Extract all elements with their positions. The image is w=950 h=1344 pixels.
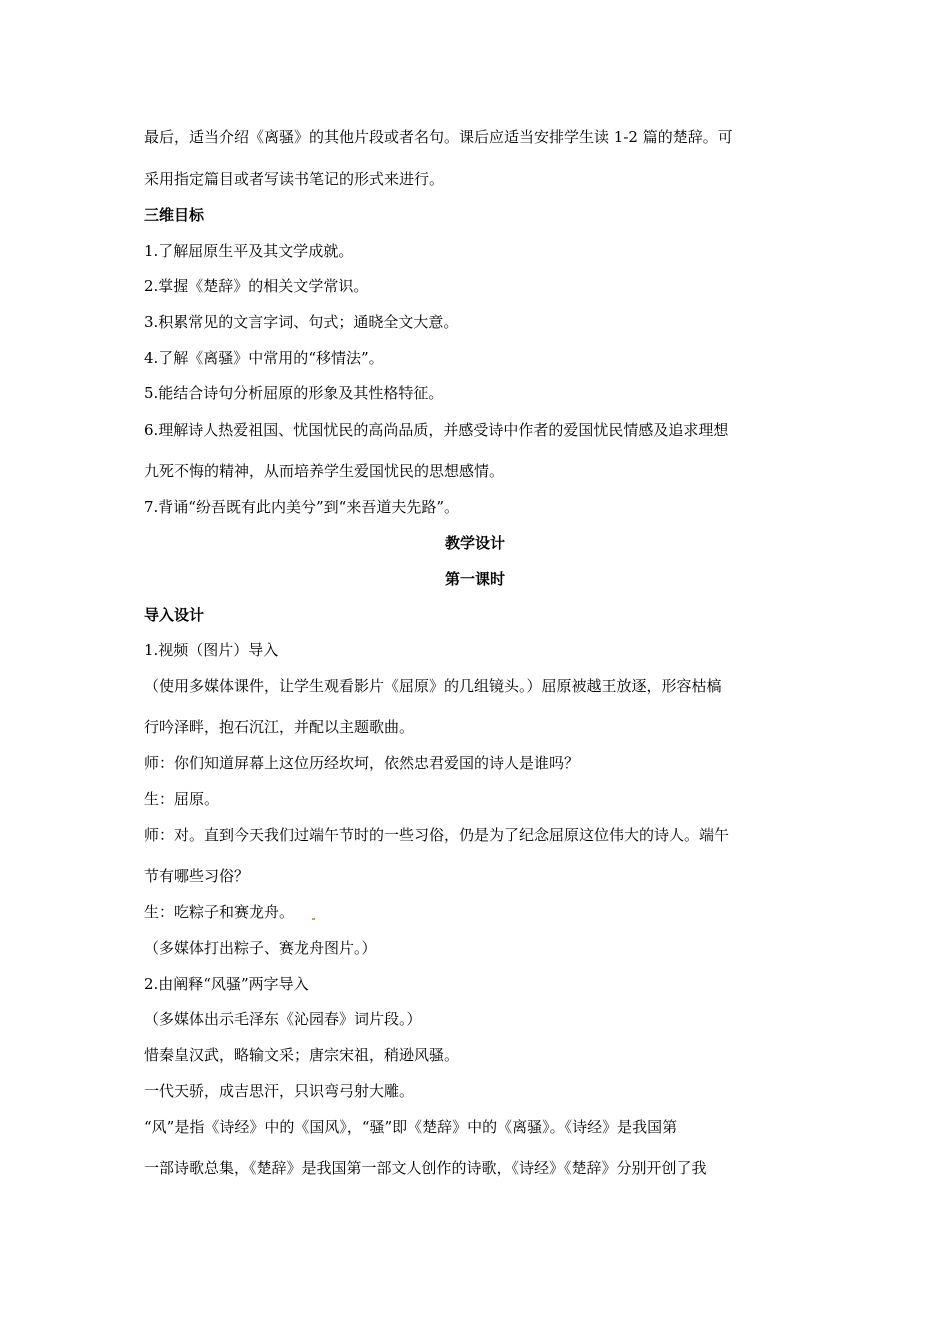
design-line: 生：屈原。 — [144, 790, 220, 808]
highlight-mark — [312, 918, 315, 920]
intro-design-heading: 导入设计 — [144, 606, 205, 624]
objective-item-7: 7.背诵“纷吾既有此内美兮”到“来吾道夫先路”。 — [144, 498, 459, 516]
design-line: 生：吃粽子和赛龙舟。 — [144, 903, 295, 921]
objective-item-6: 6.理解诗人热爱祖国、忧国忧民的高尚品质，并感受诗中作者的爱国忧民情感及追求理想 — [144, 421, 729, 439]
intro-line-2: 采用指定篇目或者写读书笔记的形式来进行。 — [144, 170, 445, 188]
design-line: （使用多媒体课件，让学生观看影片《屈原》的几组镜头。）屈原被越王放逐，形容枯槁 — [144, 677, 722, 695]
objective-item-6-cont: 九死不悔的精神，从而培养学生爱国忧民的思想感情。 — [144, 462, 505, 480]
design-line: “风”是指《诗经》中的《国风》，“骚”即《楚辞》中的《离骚》。《诗经》是我国第 — [144, 1118, 678, 1136]
intro-line-1: 最后，适当介绍《离骚》的其他片段或者名句。课后应适当安排学生读 1-2 篇的楚辞。可 — [144, 128, 733, 146]
lesson-subtitle: 第一课时 — [444, 570, 505, 588]
objective-item-3: 3.积累常见的文言字词、句式；通晓全文大意。 — [144, 313, 459, 331]
design-title: 教学设计 — [444, 534, 505, 552]
design-line: 一部诗歌总集，《楚辞》是我国第一部文人创作的诗歌，《诗经》《楚辞》分别开创了我 — [144, 1159, 707, 1177]
design-line: 节有哪些习俗？ — [144, 867, 250, 885]
design-line: 2.由阐释“风骚”两字导入 — [144, 975, 309, 993]
design-line: 惜秦皇汉武，略输文采；唐宗宋祖，稍逊风骚。 — [144, 1046, 460, 1064]
design-line: 1.视频（图片）导入 — [144, 641, 279, 659]
objective-item-5: 5.能结合诗句分析屈原的形象及其性格特征。 — [144, 384, 444, 402]
design-line: 师：对。直到今天我们过端午节时的一些习俗，仍是为了纪念屈原这位伟大的诗人。端午 — [144, 826, 730, 844]
design-line: （多媒体出示毛泽东《沁园春》词片段。） — [144, 1010, 422, 1028]
objective-item-1: 1.了解屈原生平及其文学成就。 — [144, 242, 354, 260]
design-line: 行吟泽畔，抱石沉江，并配以主题歌曲。 — [144, 718, 415, 736]
design-line: （多媒体打出粽子、赛龙舟图片。） — [144, 939, 377, 957]
design-line: 一代天骄，成吉思汗，只识弯弓射大雕。 — [144, 1082, 415, 1100]
objective-item-4: 4.了解《离骚》中常用的“移情法”。 — [144, 349, 384, 367]
objective-item-2: 2.掌握《楚辞》的相关文学常识。 — [144, 277, 369, 295]
design-line: 师：你们知道屏幕上这位历经坎坷，依然忠君爱国的诗人是谁吗？ — [144, 754, 580, 772]
objectives-heading: 三维目标 — [144, 206, 205, 224]
